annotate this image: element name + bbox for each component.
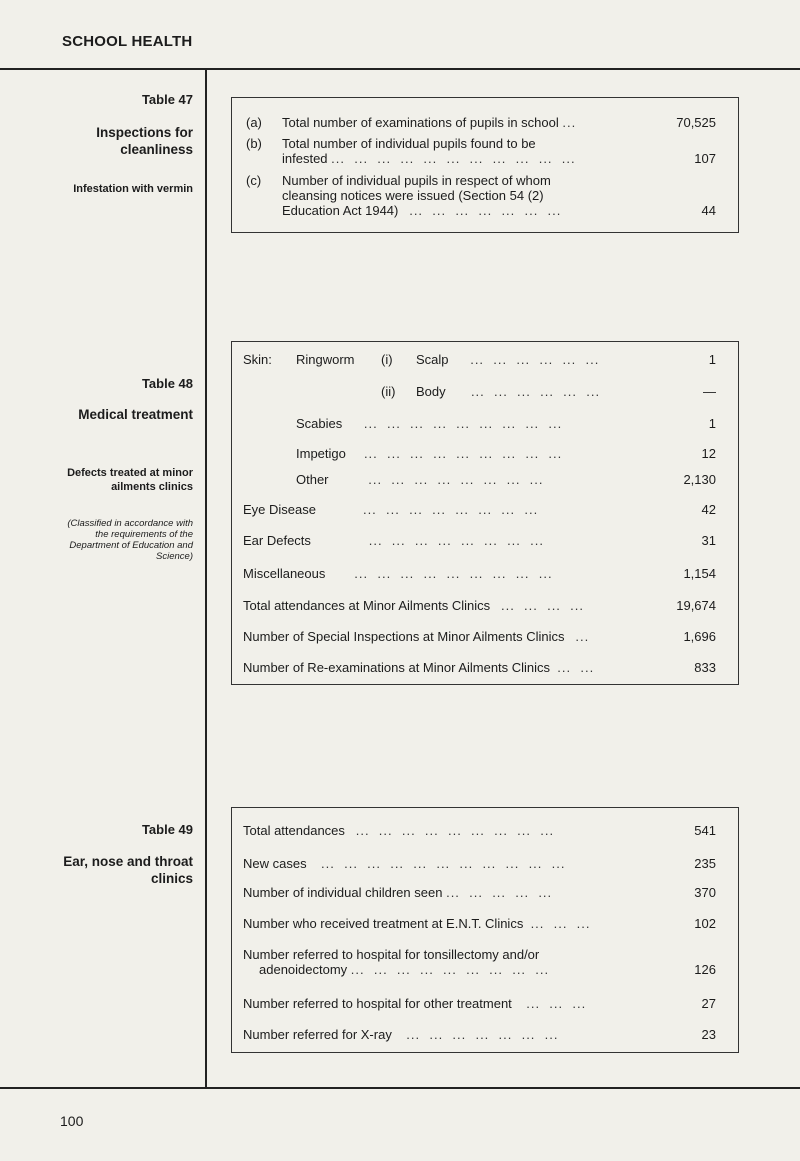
table47-number: Table 47 <box>141 92 193 107</box>
top-rule <box>0 68 800 70</box>
table47-subtitle: Infestation with vermin <box>73 183 193 195</box>
table47-row-b-value: 107 <box>694 151 716 166</box>
individual-children-label: Number of individual children seen ... ... ... ... ... <box>243 885 553 900</box>
body-label: Body ... ... ... ... ... ... <box>416 384 601 399</box>
other-treatment-label: Number referred to hospital for other treatment ... ... ... <box>243 996 587 1011</box>
individual-children-value: 370 <box>694 885 716 900</box>
body-key: (ii) <box>381 384 396 399</box>
table48-number: Table 48 <box>141 376 193 391</box>
xray-label: Number referred for X-ray ... ... ... ... ... ... ... <box>243 1027 559 1042</box>
table47-row-a-label: Total number of examinations of pupils in school ... <box>282 115 577 130</box>
table49-number: Table 49 <box>141 822 193 837</box>
column-divider <box>205 68 207 1089</box>
tonsillectomy-label-line1: Number referred to hospital for tonsillectomy and/or <box>243 947 540 962</box>
scalp-label: Scalp ... ... ... ... ... ... <box>416 352 600 367</box>
scalp-key: (i) <box>381 352 393 367</box>
ringworm-label: Ringworm <box>296 352 355 367</box>
table48-subtitle: Defects treated at minor ailments clinics <box>67 467 193 493</box>
bottom-rule <box>0 1087 800 1089</box>
table47-row-b-label-line2: infested ... ... ... ... ... ... ... ... ... ... ... <box>282 151 576 166</box>
total-attendances-mac-value: 19,674 <box>676 598 716 613</box>
tonsillectomy-label-line2: adenoidectomy ... ... ... ... ... ... ... ... ... <box>259 962 550 977</box>
table47-row-b-label-line1: Total number of individual pupils found to be <box>282 136 536 151</box>
table47-row-c-label-line2: cleansing notices were issued (Section 54 (2) <box>282 188 544 203</box>
ent-treatment-value: 102 <box>694 916 716 931</box>
xray-value: 23 <box>701 1027 716 1042</box>
ear-defects-value: 31 <box>701 533 716 548</box>
re-examinations-value: 833 <box>694 660 716 675</box>
table48-title: Medical treatment <box>78 407 193 422</box>
impetigo-value: 12 <box>701 446 716 461</box>
total-attendances-mac-label: Total attendances at Minor Ailments Clinics ... ... ... ... <box>243 598 584 613</box>
scabies-value: 1 <box>708 416 716 431</box>
eye-disease-value: 42 <box>701 502 716 517</box>
tonsillectomy-value: 126 <box>694 962 716 977</box>
other-label: Other ... ... ... ... ... ... ... ... <box>296 472 544 487</box>
ent-total-attendances-label: Total attendances ... ... ... ... ... ... ... ... ... <box>243 823 555 838</box>
table47-row-c-label-line1: Number of individual pupils in respect of whom <box>282 173 551 188</box>
other-value: 2,130 <box>683 472 716 487</box>
table47-row-c-label-line3: Education Act 1944) ... ... ... ... ... ... ... <box>282 203 562 218</box>
impetigo-label: Impetigo ... ... ... ... ... ... ... ... ... <box>296 446 563 461</box>
miscellaneous-label: Miscellaneous ... ... ... ... ... ... ... ... ... <box>243 566 553 581</box>
eye-disease-label: Eye Disease ... ... ... ... ... ... ... ... <box>243 502 539 517</box>
table48-note: (Classified in accordance with the requirements of the Department of Education and Science) <box>67 518 193 562</box>
skin-label: Skin: <box>243 352 272 367</box>
special-inspections-value: 1,696 <box>683 629 716 644</box>
re-examinations-label: Number of Re-examinations at Minor Ailments Clinics ... ... <box>243 660 595 675</box>
new-cases-label: New cases ... ... ... ... ... ... ... ... ... ... ... <box>243 856 566 871</box>
table47-row-a-key: (a) <box>246 115 262 130</box>
miscellaneous-value: 1,154 <box>683 566 716 581</box>
table47-row-b-key: (b) <box>246 136 262 151</box>
ent-treatment-label: Number who received treatment at E.N.T. Clinics ... ... ... <box>243 916 591 931</box>
body-value: — <box>703 384 716 399</box>
scabies-label: Scabies ... ... ... ... ... ... ... ... ... <box>296 416 563 431</box>
new-cases-value: 235 <box>694 856 716 871</box>
table47-row-c-value: 44 <box>701 203 716 218</box>
table47-title: Inspections for cleanliness <box>96 125 193 157</box>
page-header: SCHOOL HEALTH <box>62 33 193 50</box>
page-number: 100 <box>60 1113 84 1129</box>
table47-row-c-key: (c) <box>246 173 262 188</box>
table49-title: Ear, nose and throat clinics <box>63 854 193 886</box>
other-treatment-value: 27 <box>701 996 716 1011</box>
ent-total-attendances-value: 541 <box>694 823 716 838</box>
special-inspections-label: Number of Special Inspections at Minor Ailments Clinics ... <box>243 629 590 644</box>
ear-defects-label: Ear Defects ... ... ... ... ... ... ... ... <box>243 533 544 548</box>
table47-row-a-value: 70,525 <box>676 115 716 130</box>
scalp-value: 1 <box>708 352 716 367</box>
